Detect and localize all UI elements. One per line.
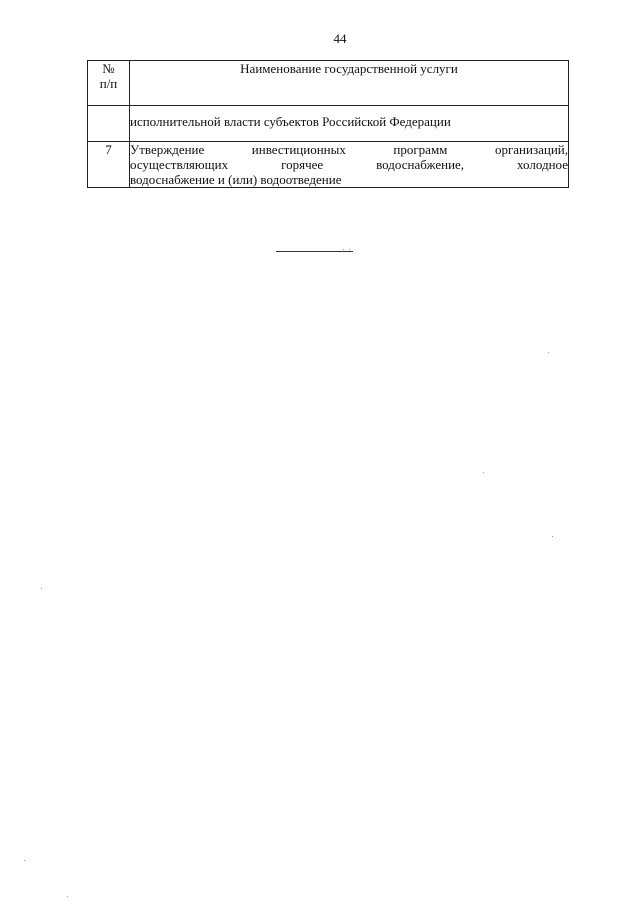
row-service-name-cell: исполнительной власти субъектов Российской Федерации — [130, 106, 569, 142]
scan-speck — [349, 249, 350, 250]
scan-speck — [24, 860, 25, 861]
row-number-cell — [88, 106, 130, 142]
header-service-name-column: Наименование государственной услуги — [130, 61, 569, 106]
table-row — [88, 106, 569, 142]
end-of-document-rule — [276, 251, 353, 252]
table-row — [88, 142, 569, 188]
scan-speck — [41, 588, 42, 589]
page-number: 44 — [333, 31, 347, 46]
services-table — [87, 60, 569, 188]
scan-speck — [548, 352, 549, 353]
scan-speck — [483, 472, 484, 473]
header-number-column: № п/п — [88, 61, 130, 106]
scan-speck — [67, 896, 68, 897]
row-number-cell: 7 — [88, 142, 130, 188]
service-name-line: осуществляющих горячее водоснабжение, холодное — [130, 157, 568, 172]
scan-speck — [552, 536, 553, 537]
scan-speck — [343, 249, 344, 250]
service-name-line: водоснабжение и (или) водоотведение — [130, 172, 342, 187]
service-name-line: Утверждение инвестиционных программ организаций, — [130, 142, 568, 157]
row-service-name-cell — [130, 142, 569, 188]
table-header-row — [88, 61, 569, 106]
